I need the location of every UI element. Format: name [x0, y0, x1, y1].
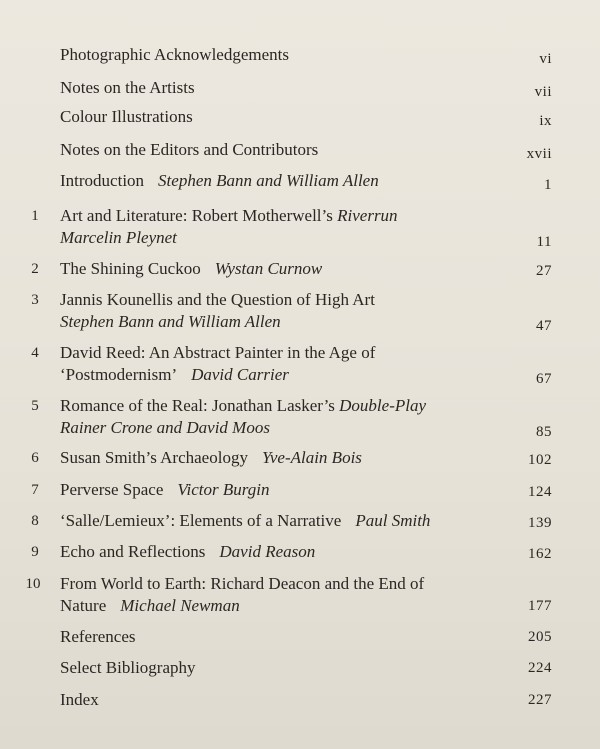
entry-title: Perverse Space [60, 480, 164, 499]
entry-title: Introduction [60, 171, 145, 190]
chapter-number: 4 [31, 345, 39, 361]
chapter-number: 10 [25, 576, 41, 592]
entry-title: Jannis Kounellis and the Question of High Art [60, 290, 375, 309]
chapter-number: 9 [31, 544, 39, 560]
entry-title: Photographic Acknowledgements [60, 45, 289, 64]
entry-page: 177 [528, 598, 552, 614]
entry-title: From World to Earth: Richard Deacon and the End of [60, 574, 425, 593]
entry-title: Colour Illustrations [60, 107, 193, 126]
entry-page: 102 [528, 452, 552, 468]
entry-title: Select Bibliography [60, 658, 196, 677]
entry-title-row [60, 445, 500, 471]
entry-title: David Reed: An Abstract Painter in the Age of [60, 343, 376, 362]
entry-page: 67 [536, 371, 552, 387]
chapter-number: 6 [31, 450, 39, 466]
entry-title-line2: Nature [60, 596, 107, 615]
entry-author: Wystan Curnow [214, 259, 323, 278]
entry-page: 11 [536, 234, 552, 250]
chapter-number: 3 [31, 292, 39, 308]
entry-title-row [60, 593, 240, 619]
entry-page: 227 [528, 692, 552, 708]
chapter-number: 5 [31, 398, 39, 414]
entry-page: xvii [526, 146, 552, 162]
entry-title: Notes on the Editors and Contributors [60, 140, 319, 159]
entry-title: ‘Salle/Lemieux’: Elements of a Narrative [60, 511, 342, 530]
entry-title-row [60, 508, 500, 534]
entry-title-italic: Double-Play [339, 396, 427, 415]
entry-title-row [60, 477, 500, 503]
chapter-number: 1 [31, 208, 39, 224]
chapter-number: 2 [31, 261, 39, 277]
entry-author: Stephen Bann and William Allen [60, 312, 281, 331]
entry-page: 47 [536, 318, 552, 334]
entry-title: Art and Literature: Robert Motherwell’s [60, 206, 338, 225]
entry-author: Paul Smith [355, 511, 431, 530]
entry-page: 162 [528, 546, 552, 562]
entry-title-row [60, 362, 289, 388]
entry-page: 85 [536, 424, 552, 440]
entry-page: 124 [528, 484, 552, 500]
entry-title-row [60, 539, 500, 565]
entry-author: Rainer Crone and David Moos [60, 418, 270, 437]
entry-author: Victor Burgin [177, 480, 270, 499]
entry-page: 205 [528, 629, 552, 645]
entry-page: 139 [528, 515, 552, 531]
entry-author: David Reason [219, 542, 316, 561]
entry-title-row [60, 168, 500, 194]
entry-title: Echo and Reflections [60, 542, 206, 561]
entry-title: Romance of the Real: Jonathan Lasker’s [60, 396, 340, 415]
entry-page: vi [539, 51, 552, 67]
entry-author: David Carrier [191, 365, 289, 384]
entry-title: Notes on the Artists [60, 78, 195, 97]
entry-title: References [60, 627, 136, 646]
entry-author: Marcelin Pleynet [60, 228, 177, 247]
entry-author: Michael Newman [120, 596, 240, 615]
chapter-number: 8 [31, 513, 39, 529]
entry-page: ix [539, 113, 552, 129]
entry-author: Stephen Bann and William Allen [158, 171, 379, 190]
entry-page: 224 [528, 660, 552, 676]
entry-title-italic: Riverrun [337, 206, 398, 225]
entry-page: vii [534, 84, 552, 100]
entry-title: Susan Smith’s Archaeology [60, 448, 248, 467]
entry-title: Index [60, 690, 99, 709]
chapter-number: 7 [31, 482, 39, 498]
entry-title-row [60, 256, 500, 282]
entry-page: 1 [544, 177, 552, 193]
entry-title: The Shining Cuckoo [60, 259, 201, 278]
entry-title-line2: ‘Postmodernism’ [60, 365, 178, 384]
entry-author: Yve-Alain Bois [261, 448, 362, 467]
entry-page: 27 [536, 263, 552, 279]
